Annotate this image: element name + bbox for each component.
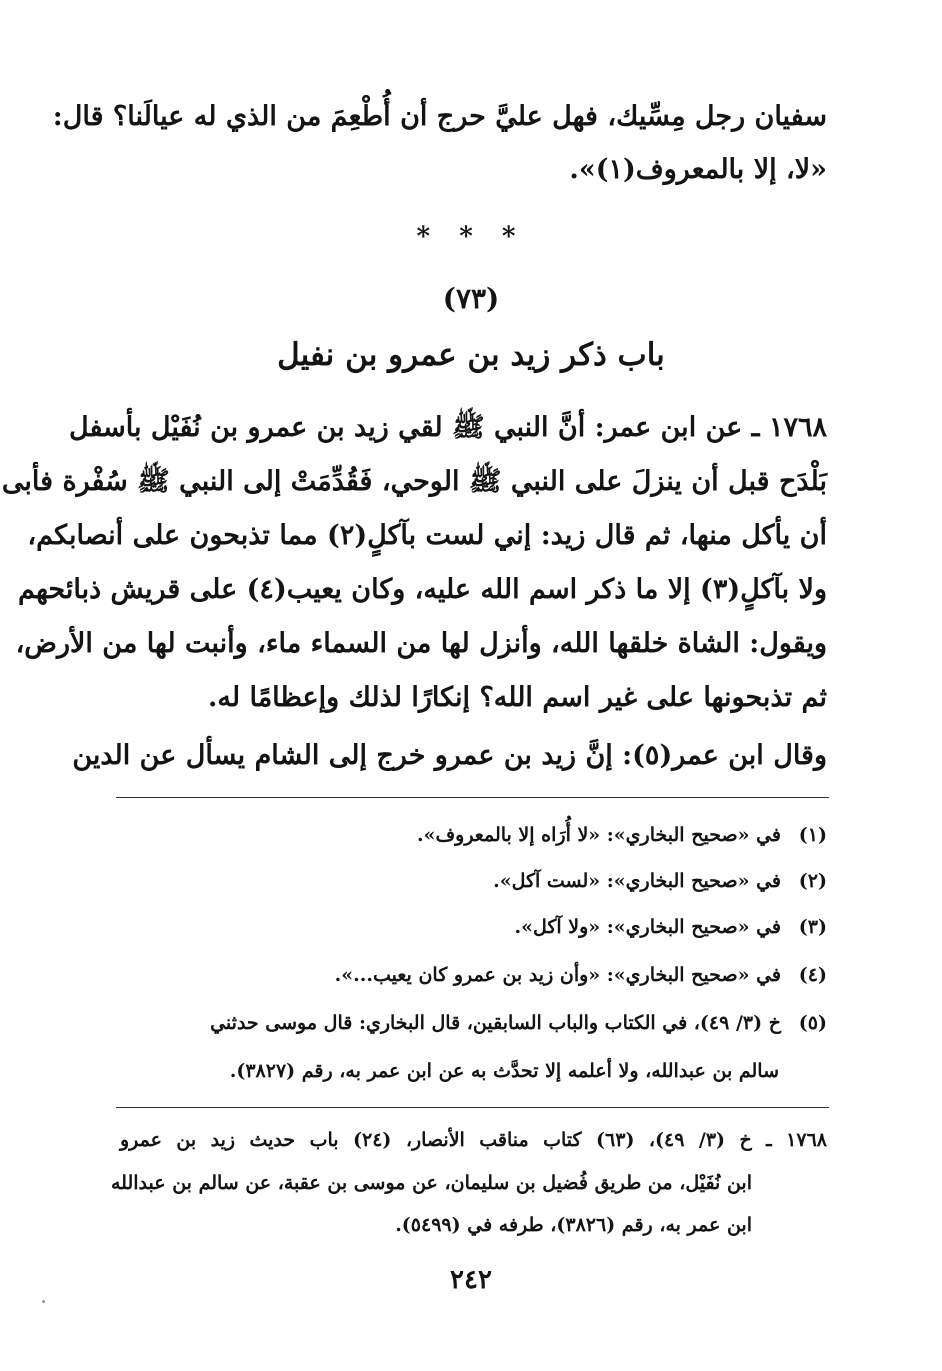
- hadith-line: ويقول: الشاة خلقها الله، وأنزل لها من السماء ماء، وأنبت لها من الأرض،: [15, 628, 827, 659]
- footnote-text: خ (٣/ ٤٩)، في الكتاب والباب السابقين، قال البخاري: قال موسى حدثني: [210, 1012, 781, 1034]
- footnote-continuation: سالم بن عبدالله، ولا أعلمه إلا تحدَّث به عن ابن عمر به، رقم (٣٨٢٧).: [229, 1060, 779, 1082]
- footnote: [120, 960, 827, 990]
- footnote-number: (٣): [798, 916, 827, 938]
- footnote-number: (٤): [798, 964, 827, 986]
- footnote-number: (١): [798, 824, 827, 846]
- chapter-title: باب ذكر زيد بن عمرو بن نفيل: [277, 337, 665, 373]
- hadith-continuation-line: وقال ابن عمر(٥): إنَّ زيد بن عمرو خرج إلى الشام يسأل عن الدين: [72, 740, 827, 771]
- footnote: [120, 912, 827, 942]
- hadith-line: ١٧٦٨ ـ عن ابن عمر: أنَّ النبي ﷺ لقي زيد بن عمرو بن نُفَيْل بأسفل: [69, 412, 827, 443]
- section-separator: * * *: [416, 222, 526, 252]
- footnote-text: في «صحيح البخاري»: «ولا آكل».: [514, 916, 781, 938]
- footnote-divider: [116, 797, 829, 798]
- footnote: [120, 1008, 827, 1038]
- text-line: سفيان رجل مِسِّيك، فهل عليَّ حرج أن أُطْعِمَ من الذي له عيالَنا؟ قال:: [52, 101, 827, 132]
- takhrij-line: ١٧٦٨ ـ خ (٣/ ٤٩)، (٦٣) كتاب مناقب الأنصار، (٢٤) باب حديث زيد بن عمرو: [120, 1129, 827, 1151]
- hadith-line: بَلْدَح قبل أن ينزلَ على النبي ﷺ الوحي، فَقُدِّمَتْ إلى النبي ﷺ سُفْرة فأبى: [1, 466, 827, 497]
- takhrij-line: ابن نُفَيْل، من طريق فُضيل بن سليمان، عن موسى بن عقبة، عن سالم بن عبدالله: [111, 1172, 752, 1194]
- footnote-text: في «صحيح البخاري»: «لا أُرَاه إلا بالمعروف».: [416, 824, 781, 846]
- hadith-line: ثم تذبحونها على غير اسم الله؟ إنكارًا لذلك وإعظامًا له.: [207, 682, 827, 713]
- chapter-number: (٧٣): [442, 282, 500, 315]
- footnote-text: في «صحيح البخاري»: «وأن زيد بن عمرو كان يعيب...».: [334, 964, 781, 986]
- footnote-text: في «صحيح البخاري»: «لست آكل».: [493, 870, 781, 892]
- scan-speck: [42, 1300, 45, 1303]
- hadith-line: أن يأكل منها، ثم قال زيد: إني لست بآكلٍ(٢) مما تذبحون على أنصابكم،: [27, 520, 827, 551]
- takhrij-line: ابن عمر به، رقم (٣٨٢٦)، طرفه في (٥٤٩٩).: [395, 1214, 752, 1236]
- footnote-number: (٢): [798, 870, 827, 892]
- footnote: [120, 820, 827, 850]
- footnote: [120, 866, 827, 896]
- text-line: «لا، إلا بالمعروف(١)».: [569, 154, 827, 185]
- hadith-line: ولا بآكلٍ(٣) إلا ما ذكر اسم الله عليه، وكان يعيب(٤) على قريش ذبائحهم: [18, 574, 827, 605]
- page-number: ٢٤٢: [450, 1265, 492, 1295]
- footnote-number: (٥): [798, 1012, 827, 1034]
- takhrij-divider: [116, 1107, 829, 1108]
